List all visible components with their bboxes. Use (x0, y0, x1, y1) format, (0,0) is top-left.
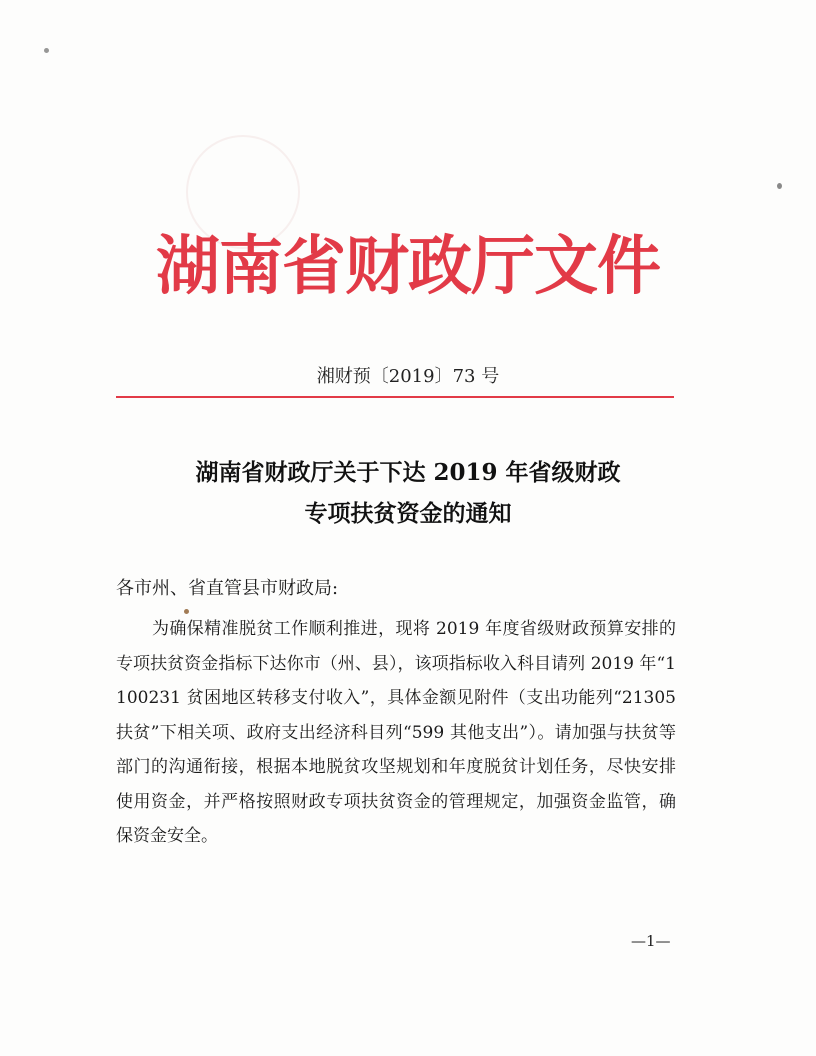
page-number: —1— (631, 932, 671, 950)
document-header-title: 湖南省财政厅文件 (156, 230, 660, 304)
scan-speck (777, 183, 782, 189)
document-number: 湘财预〔2019〕73 号 (316, 366, 500, 387)
salutation: 各市州、省直管县市财政局: (116, 578, 339, 599)
notice-title (0, 452, 816, 534)
notice-title-line-2: 专项扶贫资金的通知 (304, 500, 512, 527)
scan-speck (44, 48, 49, 53)
notice-title-line-1: 湖南省财政厅关于下达 2019 年省级财政 (195, 459, 621, 486)
red-divider-line (116, 396, 674, 398)
notice-body-paragraph: 为确保精准脱贫工作顺利推进，现将 2019 年度省级财政预算安排的专项扶贫资金指标下达你市（州、县），该项指标收入科目请列 2019 年“1100231 贫困地区转移支付收入”，具体金额见附件（支出功能列“21305 扶贫”下相关项、政府支出经济科目列“599 其他支出”）。请加强与扶贫等部门的沟通衔接，根据本地脱贫攻坚规划和年度脱贫计划任务，尽快安排使用资金，并严格按照财政专项扶贫资金的管理规定，加强资金监管，确保资金安全。 (116, 619, 676, 846)
